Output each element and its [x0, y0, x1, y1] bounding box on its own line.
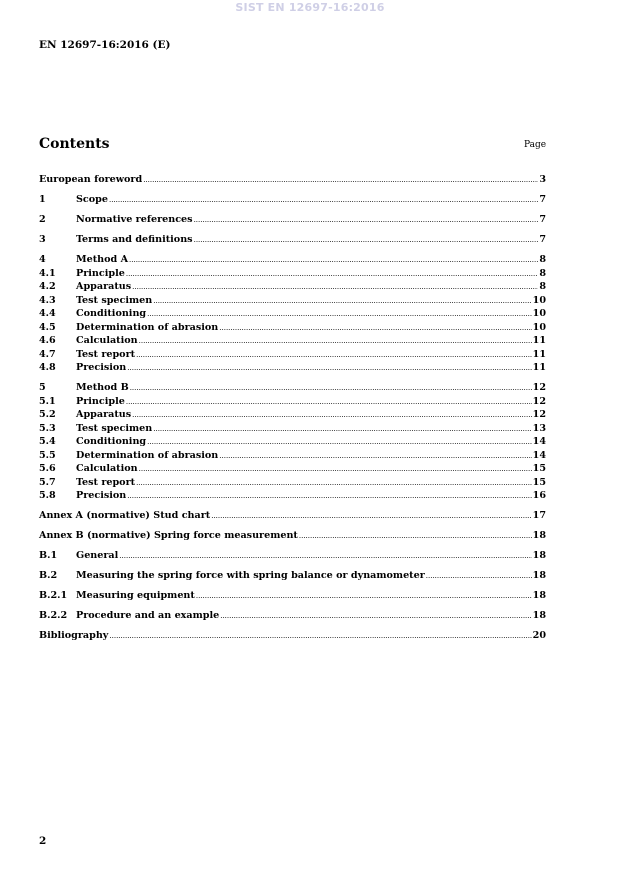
toc-entry-title: Annex A (normative) Stud chart — [39, 510, 211, 521]
toc-entry-page: 10 — [532, 308, 546, 319]
toc-entry-title: Conditioning — [76, 308, 147, 319]
toc-entry-number: 1 — [39, 194, 46, 205]
toc-entry-title: Procedure and an example — [76, 610, 220, 621]
toc-entry-number: B.1 — [39, 550, 58, 561]
toc-entry-number: 4.6 — [39, 335, 56, 346]
toc-dot-leader — [211, 512, 531, 520]
toc-entry-page: 7 — [539, 194, 546, 205]
toc-entry-number: 5.3 — [39, 422, 56, 434]
toc-entry-title: European foreword — [39, 174, 143, 185]
toc-entry-title: Test report — [76, 348, 136, 360]
toc-entry-title: Calculation — [76, 463, 138, 474]
toc-entry-title: Test specimen — [76, 422, 153, 434]
toc-dot-leader — [299, 532, 532, 540]
toc-entry-page: 8 — [539, 254, 546, 265]
toc-entry-title: Scope — [76, 194, 108, 205]
toc-dot-leader — [219, 452, 531, 460]
toc-entry[interactable] — [39, 396, 546, 410]
toc-dot-leader — [127, 492, 531, 500]
toc-entry-page: 7 — [539, 234, 546, 245]
toc-entry-number: 4.4 — [39, 308, 56, 319]
toc-entry-number: 4 — [39, 254, 46, 265]
toc-entry-number: 5.6 — [39, 463, 56, 474]
toc-entry-page: 13 — [532, 422, 546, 434]
toc-entry-title: Normative references — [76, 214, 193, 225]
toc-entry-page: 12 — [532, 382, 546, 393]
toc-entry-page: 11 — [532, 335, 546, 346]
toc-entry-number: B.2 — [39, 570, 58, 581]
toc-entry-title: Calculation — [76, 335, 138, 346]
toc-dot-leader — [109, 632, 531, 640]
toc-entry[interactable] — [39, 590, 546, 604]
toc-entry[interactable] — [39, 382, 546, 396]
toc-entry[interactable] — [39, 295, 546, 309]
toc-dot-leader — [129, 256, 538, 264]
toc-dot-leader — [127, 364, 531, 372]
toc-entry[interactable] — [39, 268, 546, 282]
toc-dot-leader — [136, 479, 532, 487]
toc-entry[interactable] — [39, 610, 546, 624]
toc-entry[interactable] — [39, 530, 546, 544]
toc-dot-leader — [147, 310, 532, 318]
toc-entry-page: 14 — [532, 449, 546, 461]
toc-entry-title: Determination of abrasion — [76, 321, 219, 333]
toc-dot-leader — [130, 384, 532, 392]
toc-entry-page: 18 — [532, 570, 546, 581]
toc-entry-page: 17 — [532, 510, 546, 521]
toc-entry-page: 3 — [539, 174, 546, 185]
watermark: SIST EN 12697-16:2016 — [235, 1, 385, 14]
toc-entry-page: 10 — [532, 294, 546, 306]
toc-entry-number: 4.5 — [39, 321, 56, 333]
toc-entry-title: Precision — [76, 490, 127, 501]
toc-dot-leader — [109, 196, 538, 204]
toc-entry-title: Apparatus — [76, 281, 132, 292]
toc-entry[interactable] — [39, 174, 546, 188]
toc-dot-leader — [136, 351, 532, 359]
toc-dot-leader — [194, 236, 539, 244]
toc-dot-leader — [126, 398, 532, 406]
toc-entry-number: B.2.2 — [39, 610, 68, 621]
toc-entry[interactable] — [39, 423, 546, 437]
toc-entry[interactable] — [39, 362, 546, 376]
toc-dot-leader — [194, 216, 539, 224]
toc-entry-number: 2 — [39, 214, 46, 225]
toc-entry-page: 14 — [532, 436, 546, 447]
toc-entry-page: 12 — [532, 395, 546, 407]
toc-entry-title: Precision — [76, 362, 127, 373]
toc-entry[interactable] — [39, 630, 546, 644]
toc-entry-number: 5.1 — [39, 395, 56, 407]
toc-entry-number: 5 — [39, 382, 46, 393]
toc-dot-leader — [132, 283, 538, 291]
toc-entry-title: Terms and definitions — [76, 234, 193, 245]
toc-entry[interactable] — [39, 510, 546, 524]
toc-entry-number: 4.8 — [39, 362, 56, 373]
toc-dot-leader — [119, 552, 531, 560]
toc-entry-title: Measuring equipment — [76, 590, 195, 601]
toc-entry-title: Apparatus — [76, 409, 132, 420]
toc-entry-page: 12 — [532, 409, 546, 420]
page-number: 2 — [39, 835, 47, 847]
toc-entry-title: Determination of abrasion — [76, 449, 219, 461]
toc-dot-leader — [132, 411, 531, 419]
toc-entry-page: 18 — [532, 550, 546, 561]
toc-entry-title: Principle — [76, 395, 125, 407]
toc-entry-title: Annex B (normative) Spring force measurement — [39, 530, 298, 541]
toc-entry-title: Test report — [76, 476, 136, 488]
toc-entry-page: 20 — [532, 630, 546, 641]
toc-entry-page: 18 — [532, 530, 546, 541]
toc-entry-page: 11 — [532, 348, 546, 360]
document-id: EN 12697-16:2016 (E) — [39, 39, 171, 51]
toc-entry-number: 4.3 — [39, 294, 56, 306]
toc-dot-leader — [126, 270, 538, 278]
toc-entry-title: Conditioning — [76, 436, 147, 447]
toc-entry-number: 3 — [39, 234, 46, 245]
table-of-contents — [39, 174, 546, 644]
toc-dot-leader — [139, 465, 532, 473]
toc-dot-leader — [196, 592, 532, 600]
toc-entry[interactable] — [39, 477, 546, 491]
toc-dot-leader — [147, 438, 532, 446]
toc-entry-number: 4.2 — [39, 281, 56, 292]
toc-entry-number: 5.7 — [39, 476, 56, 488]
toc-entry-title: Bibliography — [39, 630, 109, 641]
toc-entry-title: Principle — [76, 267, 125, 279]
toc-entry-title: Method A — [76, 254, 129, 265]
toc-entry-number: B.2.1 — [39, 590, 68, 601]
toc-dot-leader — [153, 297, 531, 305]
toc-entry-page: 18 — [532, 610, 546, 621]
toc-entry[interactable] — [39, 450, 546, 464]
toc-entry-number: 5.8 — [39, 490, 56, 501]
toc-entry-page: 15 — [532, 476, 546, 488]
toc-entry-page: 8 — [539, 267, 546, 279]
toc-entry-title: Measuring the spring force with spring balance or dynamometer — [76, 570, 425, 581]
toc-entry-number: 5.5 — [39, 449, 56, 461]
toc-entry[interactable] — [39, 214, 546, 228]
toc-entry[interactable] — [39, 570, 546, 584]
toc-dot-leader — [139, 337, 532, 345]
toc-entry[interactable] — [39, 490, 546, 504]
toc-entry-page: 18 — [532, 590, 546, 601]
toc-entry[interactable] — [39, 308, 546, 322]
toc-dot-leader — [219, 324, 531, 332]
toc-entry-title: General — [76, 550, 119, 561]
toc-entry[interactable] — [39, 194, 546, 208]
toc-dot-leader — [143, 176, 538, 184]
toc-entry[interactable] — [39, 322, 546, 336]
toc-entry[interactable] — [39, 463, 546, 477]
toc-entry-page: 11 — [532, 362, 546, 373]
toc-dot-leader — [153, 425, 531, 433]
toc-entry-page: 8 — [539, 281, 546, 292]
toc-entry-page: 16 — [532, 490, 546, 501]
toc-entry-number: 5.2 — [39, 409, 56, 420]
page-column-label: Page — [524, 140, 547, 150]
toc-entry-number: 5.4 — [39, 436, 56, 447]
toc-dot-leader — [220, 612, 531, 620]
toc-entry[interactable] — [39, 436, 546, 450]
toc-entry-page: 7 — [539, 214, 546, 225]
toc-dot-leader — [426, 572, 532, 580]
toc-entry-number: 4.7 — [39, 348, 56, 360]
toc-entry[interactable] — [39, 234, 546, 248]
toc-entry-page: 10 — [532, 321, 546, 333]
toc-entry[interactable] — [39, 550, 546, 564]
contents-title: Contents — [39, 136, 110, 152]
toc-entry[interactable] — [39, 349, 546, 363]
toc-entry[interactable] — [39, 335, 546, 349]
toc-entry[interactable] — [39, 409, 546, 423]
toc-entry-page: 15 — [532, 463, 546, 474]
toc-entry-title: Test specimen — [76, 294, 153, 306]
toc-entry[interactable] — [39, 254, 546, 268]
toc-entry[interactable] — [39, 281, 546, 295]
toc-entry-number: 4.1 — [39, 267, 56, 279]
toc-entry-title: Method B — [76, 382, 129, 393]
